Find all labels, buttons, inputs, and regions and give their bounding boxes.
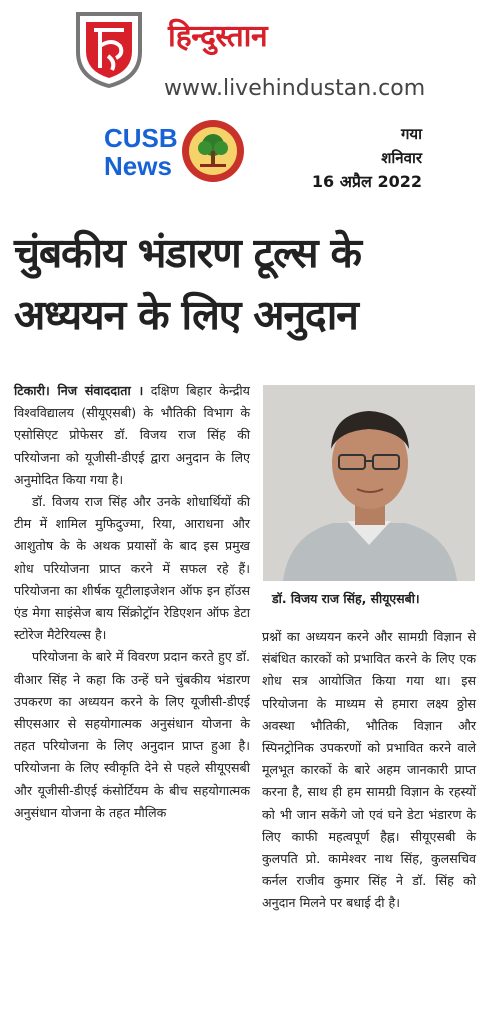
article-headline xyxy=(14,222,484,346)
article-column-right xyxy=(262,626,476,915)
article-paragraph-4: प्रश्नों का अध्ययन करने और सामग्री विज्ञान से संबंधित कारकों को प्रभावित करने के लिए एक शोध सत्र आयोजित किया गया था। इस परियोजना के माध्यम से हमारा लक्ष्य ठ्ठोस अवस्था भौतिकी, भौतिक विज्ञान और स्पिनट्रोनिक उपकरणों को प्रभावित करने वाले मूलभूत कारकों के बारे अहम जानकारी प्राप्त करना है, साथ ही हम सामग्री विज्ञान के रहस्यों को भी जान सकेंगे जो एवं घने डेटा भंडारण के लिए काफी महत्वपूर्ण हैह्न। सीयूएसबी के कुलपति प्रो. कामेश्वर नाथ सिंह, कुलसचिव कर्नल राजीव कुमार सिंह ने डॉ. सिंह को अनुदान मिलने पर बधाई दी है। xyxy=(262,629,476,911)
cusb-seal-logo xyxy=(180,118,246,184)
dateline xyxy=(312,122,422,194)
portrait-image xyxy=(263,385,475,581)
cusb-label: CUSB xyxy=(104,123,178,153)
masthead-url: www.livehindustan.com xyxy=(164,76,426,101)
headline-line-1: चुंबकीय भंडारण टूल्स के xyxy=(14,229,361,277)
article-paragraph-1 xyxy=(14,380,250,491)
article-byline: टिकारी। निज संवाददाता । xyxy=(14,383,144,398)
news-label: News xyxy=(104,151,172,181)
paragraph-1-text: दक्षिण बिहार केन्द्रीय विश्वविद्यालय (सीयूएसबी) के भौतिकी विभाग के एसोसिएट प्रोफेसर डॉ. विजय राज सिंह की परियोजना को यूजीसी-डीएई द्वारा अनुदान के लिए अनुमोदित किया गया है। xyxy=(14,383,250,487)
article-column-left xyxy=(14,380,250,824)
author-photo xyxy=(263,385,475,581)
article-paragraph-2: डॉ. विजय राज सिंह और उनके शोधार्थियों की टीम में शामिल मुफिदुज्मा, रिया, आराधना और आशुतोष के के अथक प्रयासों के बाद इस प्रमुख शोध परियोजना प्राप्त करने में सफल रहे हैं। परियोजना का शीर्षक यूटीलाइजेशन ऑफ इन हॉउस एंड मेगा साइंसेज बाय सिंक्रोट्रॉन रेडिएशन ऑफ डेटा स्टोरेज मैटेरियल्स है। xyxy=(14,494,250,643)
cusb-news-label xyxy=(104,124,178,180)
photo-caption: डॉ. विजय राज सिंह, सीयूएसबी। xyxy=(272,591,420,606)
headline-line-2: अध्ययन के लिए अनुदान xyxy=(14,291,358,339)
masthead-name: हिन्दुस्तान xyxy=(168,19,268,54)
dateline-city: गया xyxy=(400,125,422,143)
dateline-date: 16 अप्रैल 2022 xyxy=(311,172,422,191)
hindustan-logo xyxy=(72,8,146,88)
article-paragraph-3: परियोजना के बारे में विवरण प्रदान करते हुए डॉ. वीआर सिंह ने कहा कि उन्हें घने चुंबकीय भंडारण उपकरण का अध्ययन करने के लिए यूजीसी-डीएई सीएसआर से सहयोगात्मक अनुसंधान योजना के तहत परियोजना के लिए अनुदान प्राप्त हुआ है। परियोजना के लिए स्वीकृति देने से पहले सीयूएसबी और यूजीसी-डीएई कंसोर्टियम के बीच सहयोगात्मक अनुसंधान योजना के तहत मौलिक xyxy=(14,649,250,820)
dateline-day: शनिवार xyxy=(381,149,422,167)
